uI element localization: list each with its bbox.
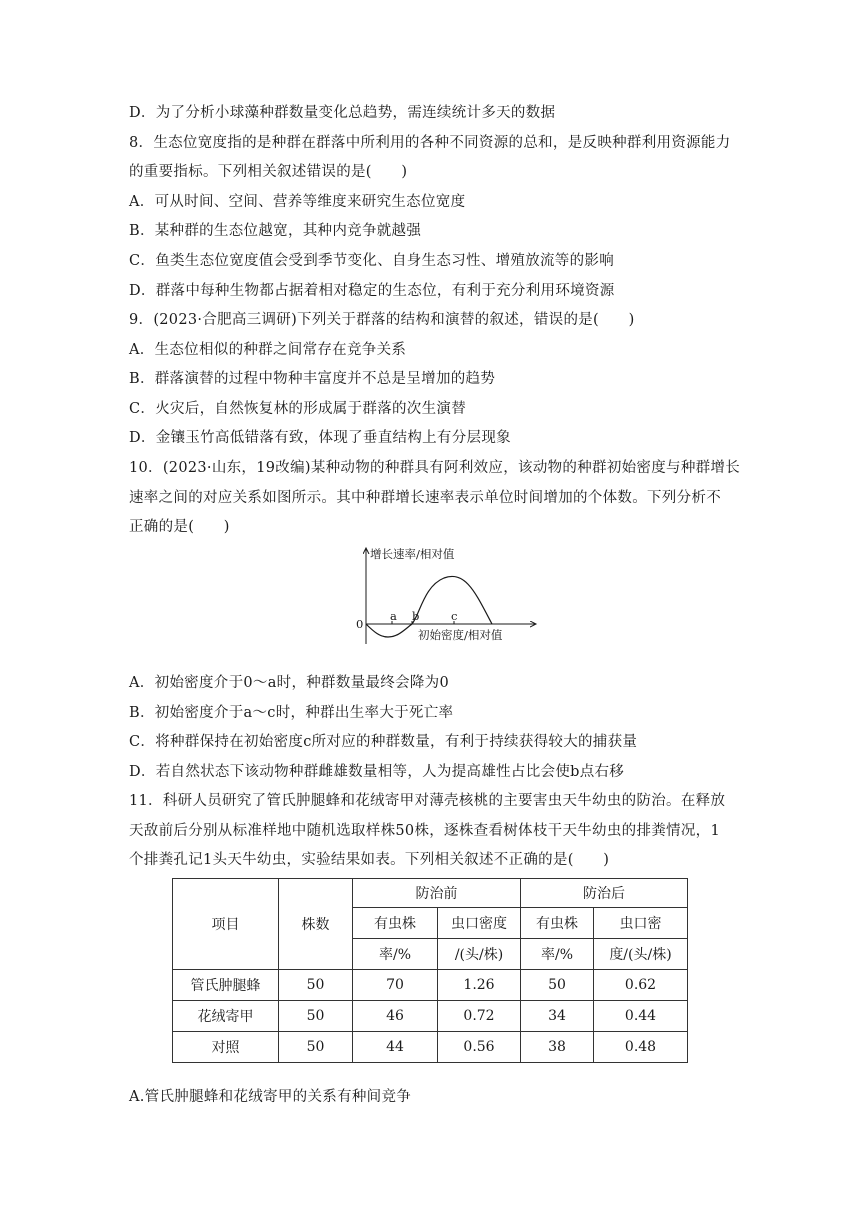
allee-effect-figure <box>340 544 540 654</box>
header-item: 项目 <box>173 879 279 970</box>
question-8-stem-line-2: 的重要指标。下列相关叙述错误的是( ) <box>129 164 408 180</box>
cell-item: 管氏肿腿蜂 <box>173 970 279 1001</box>
option-11a: A.管氏肿腿蜂和花绒寄甲的关系有种间竞争 <box>129 1089 412 1105</box>
option-9c: C．火灾后，自然恢复林的形成属于群落的次生演替 <box>129 401 466 417</box>
cell-rate-after: 34 <box>521 1001 594 1032</box>
header-count: 株数 <box>279 879 353 970</box>
point-c-label: c <box>451 609 458 623</box>
question-10-stem-line-1: 10．(2023·山东，19改编)某种动物的种群具有阿利效应，该动物的种群初始密度与种群增长 <box>129 460 741 476</box>
question-10-stem-line-3: 正确的是( ) <box>129 519 230 535</box>
question-8-stem-line-1: 8．生态位宽度指的是种群在群落中所利用的各种不同资源的总和，是反映种群利用资源能力 <box>129 135 731 151</box>
table-row <box>173 1032 688 1063</box>
cell-count: 50 <box>279 1001 353 1032</box>
option-8b: B．某种群的生态位越宽，其种内竞争就越强 <box>129 223 422 239</box>
table-row <box>173 1001 688 1032</box>
header-before: 防治前 <box>353 879 521 908</box>
option-9a: A．生态位相似的种群之间常存在竞争关系 <box>129 342 407 358</box>
point-b-label: b <box>412 609 420 623</box>
cell-rate-after: 50 <box>521 970 594 1001</box>
question-11-stem-line-1: 11．科研人员研究了管氏肿腿蜂和花绒寄甲对薄壳核桃的主要害虫天牛幼虫的防治。在释放 <box>129 793 726 809</box>
cell-count: 50 <box>279 970 353 1001</box>
sub-rate-before-2: 率/% <box>353 939 438 970</box>
cell-density-after: 0.62 <box>594 970 688 1001</box>
cell-item: 花绒寄甲 <box>173 1001 279 1032</box>
sub-density-after-2: 度/(头/株) <box>594 939 688 970</box>
sub-density-before-2: /(头/株) <box>438 939 521 970</box>
option-8c: C．鱼类生态位宽度值会受到季节变化、自身生态习性、增殖放流等的影响 <box>129 253 614 269</box>
option-10b: B．初始密度介于a～c时，种群出生率大于死亡率 <box>129 705 454 721</box>
option-9b: B．群落演替的过程中物种丰富度并不总是呈增加的趋势 <box>129 371 496 387</box>
point-a-label: a <box>390 609 397 623</box>
option-8d: D．群落中每种生物都占据着相对稳定的生态位，有利于充分利用环境资源 <box>129 283 615 299</box>
option-9d: D．金镶玉竹高低错落有致，体现了垂直结构上有分层现象 <box>129 430 511 446</box>
cell-density-after: 0.48 <box>594 1032 688 1063</box>
sub-rate-after-2: 率/% <box>521 939 594 970</box>
y-axis-label: 增长速率/相对值 <box>370 547 455 561</box>
sub-density-before-1: 虫口密度 <box>438 908 521 939</box>
header-after: 防治后 <box>521 879 688 908</box>
question-11-stem-line-2: 天敌前后分别从标准样地中随机选取样株50株，逐株查看树体枝干天牛幼虫的排粪情况，1 <box>129 823 720 839</box>
question-11-stem-line-3: 个排粪孔记1头天牛幼虫，实验结果如表。下列相关叙述不正确的是( ) <box>129 852 610 868</box>
cell-rate-before: 70 <box>353 970 438 1001</box>
cell-rate-after: 38 <box>521 1032 594 1063</box>
table-header-row <box>173 879 688 908</box>
x-axis-label: 初始密度/相对值 <box>418 628 503 642</box>
table-row <box>173 970 688 1001</box>
cell-density-after: 0.44 <box>594 1001 688 1032</box>
question-9-stem: 9．(2023·合肥高三调研)下列关于群落的结构和演替的叙述，错误的是( ) <box>129 312 635 328</box>
cell-density-before: 0.72 <box>438 1001 521 1032</box>
sub-rate-before-1: 有虫株 <box>353 908 438 939</box>
origin-label: 0 <box>356 617 364 631</box>
sub-rate-after-1: 有虫株 <box>521 908 594 939</box>
cell-density-before: 0.56 <box>438 1032 521 1063</box>
cell-rate-before: 46 <box>353 1001 438 1032</box>
cell-rate-before: 44 <box>353 1032 438 1063</box>
option-8a: A．可从时间、空间、营养等维度来研究生态位宽度 <box>129 194 466 210</box>
option-10d: D．若自然状态下该动物种群雌雄数量相等，人为提高雄性占比会使b点右移 <box>129 764 625 780</box>
question-10-stem-line-2: 速率之间的对应关系如图所示。其中种群增长速率表示单位时间增加的个体数。下列分析不 <box>129 490 721 506</box>
cell-density-before: 1.26 <box>438 970 521 1001</box>
option-10a: A．初始密度介于0～a时，种群数量最终会降为0 <box>129 675 449 691</box>
option-7d: D．为了分析小球藻种群数量变化总趋势，需连续统计多天的数据 <box>129 105 556 121</box>
cell-item: 对照 <box>173 1032 279 1063</box>
cell-count: 50 <box>279 1032 353 1063</box>
results-table <box>172 878 688 1063</box>
option-10c: C．将种群保持在初始密度c所对应的种群数量，有利于持续获得较大的捕获量 <box>129 734 638 750</box>
sub-density-after-1: 虫口密 <box>594 908 688 939</box>
